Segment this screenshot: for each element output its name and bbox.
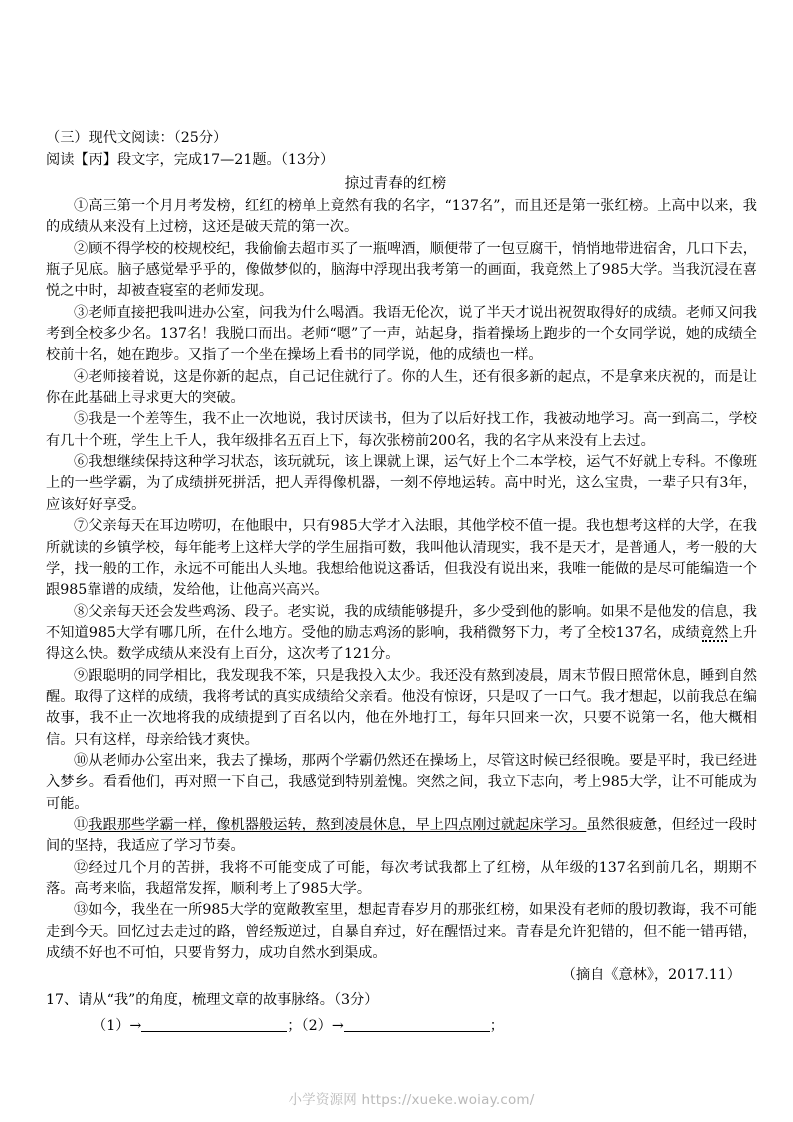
article-paragraph-2: ②顾不得学校的校规校纪，我偷偷去超市买了一瓶啤酒，顺便带了一包豆腐干，悄悄地带进宿舍，几口下去，瓶子见底。脑子感觉晕乎乎的，像做梦似的，脑海中浮现出我考第一的画面，我竟然上了985大学。当我沉浸在喜悦之中时，却被查寝室的老师发现。	[46, 240, 757, 300]
article-title: 掠过青春的红榜	[344, 176, 447, 192]
article-paragraph-13: ⑬如今，我坐在一所985大学的宽敞教室里，想起青春岁月的那张红榜，如果没有老师的殷切教诲，我不可能走到今天。回忆过去走过的路，曾经叛逆过，自暴自弃过，好在醒悟过来。青春是允许犯错的，但不能一错再错，成绩不好也不可怕，只要肯努力，成功自然水到渠成。	[46, 902, 757, 962]
section-heading: （三）现代文阅读：（25分）	[46, 130, 228, 146]
article-paragraph-4: ④老师接着说，这是你新的起点，自己记住就行了。你的人生，还有很多新的起点，不是拿来庆祝的，而是让你在此基础上寻求更大的突破。	[46, 368, 757, 407]
section-instruction: 阅读【丙】段文字，完成17—21题。（13分）	[46, 151, 335, 168]
blank-1-arrow: →	[129, 1018, 142, 1035]
article-source: （摘自《意林》，2017.11）	[561, 967, 741, 984]
article-paragraph-5: ⑤我是一个差等生，我不止一次地说，我讨厌读书，但为了以后好找工作，我被动地学习。高一到高二，学校有几十个班，学生上千人，我年级排名五百上下，每次张榜前200名，我的名字从来没有上去过。	[46, 411, 757, 449]
blank-2-input[interactable]	[344, 1031, 490, 1032]
blank-1-separator: ；	[287, 1018, 302, 1035]
blank-2-arrow: →	[331, 1018, 344, 1035]
question-17-answer-row	[46, 1016, 757, 1037]
blank-2-separator: ；	[489, 1018, 504, 1035]
article-paragraph-3: ③老师直接把我叫进办公室，问我为什么喝酒。我语无伦次，说了半天才说出祝贺取得好的成绩。老师又问我考到全校多少名。137名！我脱口而出。老师“嗯”了一声，站起身，指着操场上跑步的一个女同学说，她的成绩全校前十名，她在跑步。又指了一个坐在操场上看书的同学说，他的成绩也一样。	[46, 304, 757, 364]
article-paragraph-11: ⑪我跟那些学霸一样，像机器般运转，熬到凌晨休息，早上四点刚过就起床学习。虽然很疲惫，但经过一段时间的坚持，我适应了学习节奏。	[46, 816, 757, 855]
article-paragraph-9: ⑨跟聪明的同学相比，我发现我不笨，只是我投入太少。我还没有熬到凌晨，周末节假日照常休息，睡到自然醒。取得了这样的成绩，我将考试的真实成绩给父亲看。他没有惊讶，只是叹了一口气。我才想起，以前我总在编故事，我不止一次地将我的成绩提到了百名以内，他在外地打工，每年只回来一次，只要不说第一名，他大概相信。只有这样，母亲给钱才爽快。	[46, 667, 757, 748]
article-paragraph-1: ①高三第一个月月考发榜，红红的榜单上竟然有我的名字，“137名”，而且还是第一张红榜。上高中以来，我的成绩从来没有上过榜，这还是破天荒的第一次。	[46, 198, 757, 236]
blank-2-label: （2）	[301, 1018, 332, 1035]
article-paragraph-6: ⑥我想继续保持这种学习状态，该玩就玩，该上课就上课，运气好上个二本学校，运气不好就上专科。不像班上的一些学霸，为了成绩拼死拼活，把人弄得像机器，一刻不停地运转。高中时光，这么宝贵，一辈子只有3年，应该好好享受。	[46, 454, 757, 513]
article-paragraph-8: ⑧父亲每天还会发些鸡汤、段子。老实说，我的成绩能够提升，多少受到他的影响。如果不是他发的信息，我不知道985大学有哪几所，在什么地方。受他的励志鸡汤的影响，我稍微努下力，考了全校137名，成绩竟然上升得这么快。数学成绩从来没有上百分，这次考了121分。	[46, 603, 757, 663]
emphasis-dots-text: 竟然	[699, 624, 729, 641]
question-17-prompt: 17、请从“我”的角度，梳理文章的故事脉络。（3分）	[46, 991, 379, 1008]
article-paragraph-12: ⑫经过几个月的苦拼，我将不可能变成了可能，每次考试我都上了红榜，从年级的137名到前几名，期期不落。高考来临，我超常发挥，顺利考上了985大学。	[46, 859, 757, 897]
article-paragraph-7: ⑦父亲每天在耳边唠叨，在他眼中，只有985大学才入法眼，其他学校不值一提。我也想考这样的大学，在我所就读的乡镇学校，每年能考上这样大学的学生屈指可数，我叫他认清现实，我不是天才，是普通人，考一般的大学，找一般的工作，永远不可能出人头地。我想给他说这番话，但我没有说出来，我唯一能做的是尽可能编造一个跟985靠谱的成绩，发给他，让他高兴高兴。	[46, 518, 757, 599]
article-paragraph-10: ⑩从老师办公室出来，我去了操场，那两个学霸仍然还在操场上，尽管这时候已经很晚。要是平时，我已经进入梦乡。看看他们，再对照一下自己，我感觉到特别羞愧。突然之间，我立下志向，考上985大学，让不可能成为可能。	[46, 752, 757, 812]
site-watermark: 小学资源网 https://xueke.woiay.com/	[288, 1092, 535, 1108]
underlined-sentence: 我跟那些学霸一样，像机器般运转，熬到凌晨休息，早上四点刚过就起床学习。	[88, 816, 587, 833]
blank-1-label: （1）	[92, 1018, 130, 1035]
blank-1-input[interactable]	[141, 1031, 287, 1032]
